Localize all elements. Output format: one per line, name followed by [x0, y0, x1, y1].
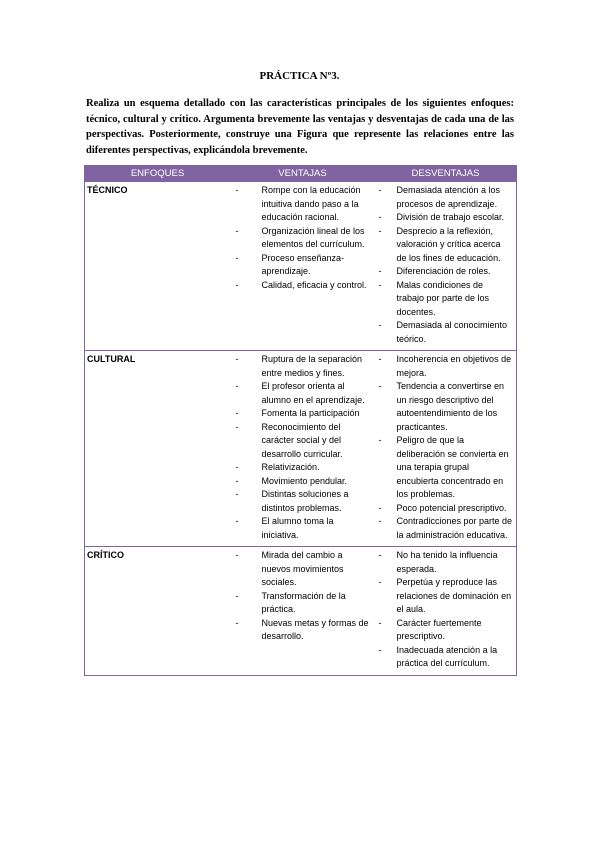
desventajas-cell [375, 351, 517, 547]
list-item: - Rompe con la educación intuitiva dando paso a la educación racional. [234, 184, 372, 225]
list-item: - No ha tenido la influencia esperada. [378, 549, 514, 576]
list-item: - Proceso enseñanza-aprendizaje. [234, 252, 372, 279]
header-enfoques: ENFOQUES [85, 166, 231, 182]
list-item: - Incoherencia en objetivos de mejora. [378, 353, 514, 380]
list-item: - Organización lineal de los elementos del currículum. [234, 225, 372, 252]
ventajas-cell [231, 182, 375, 351]
list-item: - Fomenta la participación [234, 407, 372, 421]
list-item: - Desprecio a la reflexión, valoración y crítica acerca de los fines de educación. [378, 225, 514, 266]
list-item: - Mirada del cambio a nuevos movimientos sociales. [234, 549, 372, 590]
approaches-table [84, 165, 517, 676]
list-item: - Reconocimiento del carácter social y del desarrollo curricular. [234, 421, 372, 462]
table-row-cultural [85, 351, 517, 547]
list-item: - Demasiada atención a los procesos de aprendizaje. [378, 184, 514, 211]
list-item: - Transformación de la práctica. [234, 590, 372, 617]
list-item: - Ruptura de la separación entre medios y fines. [234, 353, 372, 380]
enfoque-name: TÉCNICO [85, 182, 231, 351]
list-item: - Malas condiciones de trabajo por parte de los docentes. [378, 279, 514, 320]
list-item: - Poco potencial prescriptivo. [378, 502, 514, 516]
table-row-tecnico [85, 182, 517, 351]
list-item: - Calidad, eficacia y control. [234, 279, 372, 293]
list-item: - Distintas soluciones a distintos problemas. [234, 488, 372, 515]
desventajas-cell [375, 547, 517, 676]
list-item: - Peligro de que la deliberación se convierta en una terapia grupal encubierta concentrado en los problemas. [378, 434, 514, 502]
header-ventajas: VENTAJAS [231, 166, 375, 182]
list-item: - Perpetúa y reproduce las relaciones de dominación en el aula. [378, 576, 514, 617]
list-item: - Carácter fuertemente prescriptivo. [378, 617, 514, 644]
list-item: - Relativización. [234, 461, 372, 475]
page-title: PRÁCTICA Nº3. [259, 70, 340, 82]
header-desventajas: DESVENTAJAS [375, 166, 517, 182]
list-item: - Movimiento pendular. [234, 475, 372, 489]
instructions-paragraph: Realiza un esquema detallado con las características principales de los siguientes enfoques: técnico, cultural y crítico. Argumenta brevemente las ventajas y desventajas de cada una de las perspectivas. Posteriormente, construye una Figura que represente las relaciones entre las diferentes perspectivas, explicándola brevemente. [86, 98, 514, 156]
enfoque-name: CRÍTICO [85, 547, 231, 676]
ventajas-cell [231, 547, 375, 676]
desventajas-cell [375, 182, 517, 351]
list-item: - Contradicciones por parte de la administración educativa. [378, 515, 514, 542]
list-item: - Nuevas metas y formas de desarrollo. [234, 617, 372, 644]
table-row-critico [85, 547, 517, 676]
list-item: - El alumno toma la iniciativa. [234, 515, 372, 542]
ventajas-cell [231, 351, 375, 547]
list-item: - El profesor orienta al alumno en el aprendizaje. [234, 380, 372, 407]
list-item: - Demasiada al conocimiento teórico. [378, 319, 514, 346]
table-header-row [85, 166, 517, 182]
list-item: - Inadecuada atención a la práctica del currículum. [378, 644, 514, 671]
list-item: - División de trabajo escolar. [378, 211, 514, 225]
enfoque-name: CULTURAL [85, 351, 231, 547]
list-item: - Diferenciación de roles. [378, 265, 514, 279]
list-item: - Tendencia a convertirse en un riesgo descriptivo del autoentendimiento de los practicantes. [378, 380, 514, 434]
